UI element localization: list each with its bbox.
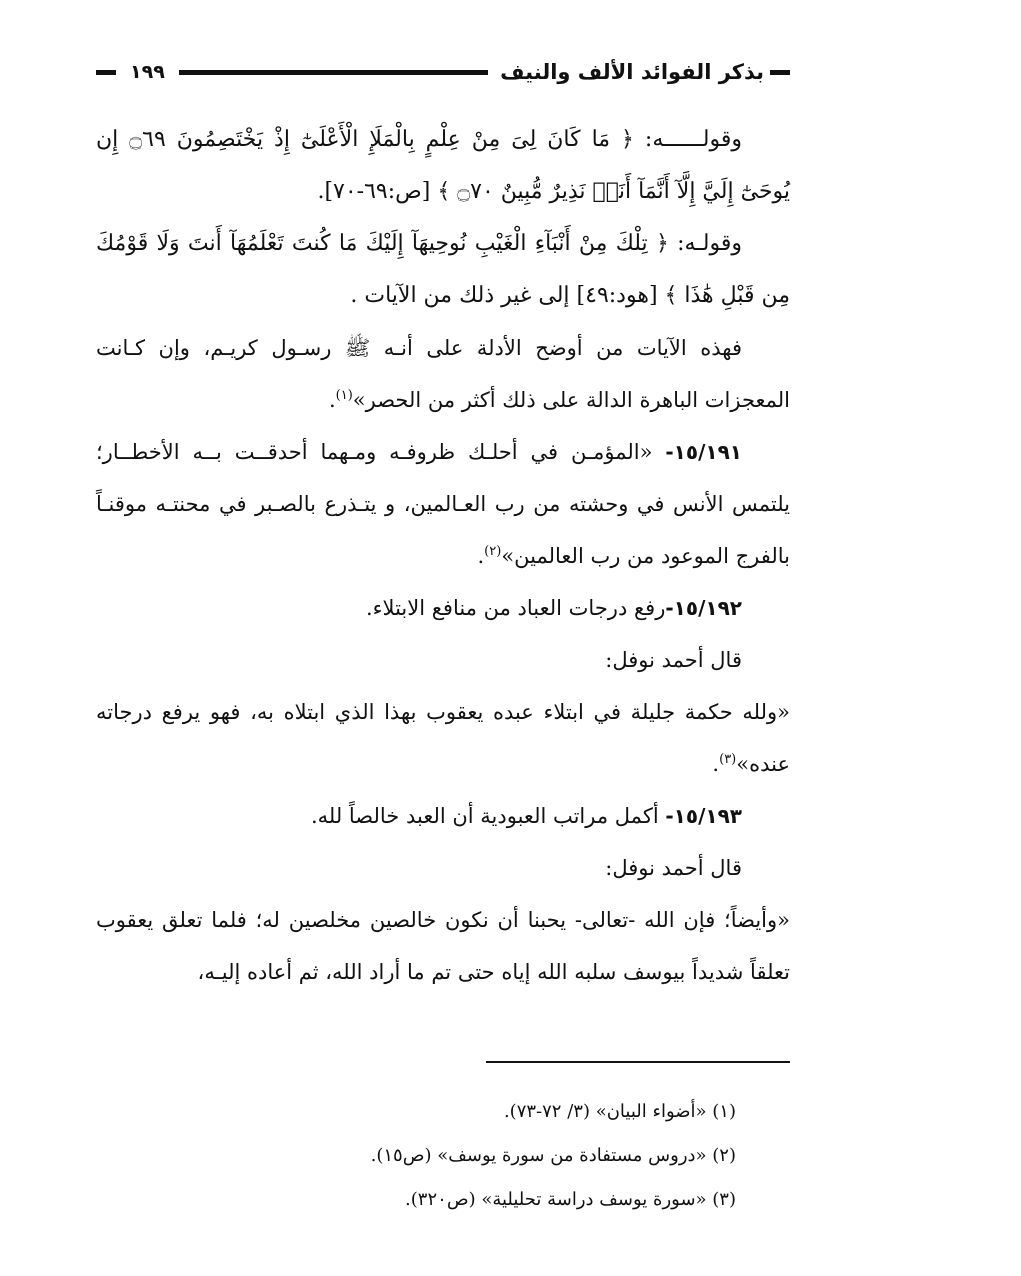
- benefit-number: ١٥/١٩٣-: [665, 804, 742, 828]
- running-header: [96, 52, 790, 92]
- benefit-item-193: [96, 790, 790, 842]
- author-citation: [96, 842, 790, 894]
- footnote-2: (٢) «دروس مستفادة من سورة يوسف» (ص١٥).: [370, 1145, 736, 1166]
- header-rule: [179, 70, 488, 75]
- footnotes: [96, 1090, 736, 1222]
- paragraph-conclusion: فهذه الآيات من أوضح الأدلة على أنـه ﷺ رسـول كريـم، وإن كـانت المعجزات الباهرة الدالة على ذلك أكثر من الحصر»$^{(١)}$.: [96, 336, 790, 412]
- page-number: ١٩٩: [130, 61, 165, 83]
- footnote-3: (٣) «سورة يوسف دراسة تحليلية» (ص٣٢٠).: [405, 1189, 736, 1210]
- benefit-item-192: [96, 582, 790, 634]
- paragraph-text: وقولـه: ﴿ تِلْكَ مِنْ أَنْبَآءِ الْغَيْبِ نُوحِيهَآ إِلَيْكَ مَا كُنتَ تَعْلَمُهَآ أَنتَ وَلَا قَوْمُكَ مِن قَبْلِ هَٰذَا ﴾ [هود:٤٩] إلى غير ذلك من الآيات .: [96, 231, 790, 308]
- header-dash-left: [96, 70, 116, 75]
- footnote-separator: [486, 1061, 790, 1063]
- header-dash-right: [770, 70, 790, 75]
- benefit-text: أكمل مراتب العبودية أن العبد خالصاً لله.: [310, 804, 666, 828]
- citation-text: قال أحمد نوفل:: [605, 648, 742, 672]
- benefit-text: رفع درجات العباد من منافع الابتلاء.: [366, 596, 666, 620]
- quote-text: «ولله حكمة جليلة في ابتلاء عبده يعقوب بهذا الذي ابتلاه به، فهو يرفع درجاته عنده»: [96, 700, 790, 776]
- footnote-marker: (١): [335, 388, 353, 403]
- benefit-number: ١٥/١٩٢-: [665, 596, 742, 620]
- benefit-item-191: ١٥/١٩١- «المؤمـن في أحلـك ظروفـه ومـهما أحدقــت بــه الأخطــار؛ يلتمس الأنس في وحشته من رب العـالمين، و يتـذرع بالصـبر في محنتـه موقنـاً بالفرج الموعود من رب العالمين»$^{(٢)}$.: [96, 440, 790, 568]
- citation-text: قال أحمد نوفل:: [605, 856, 742, 880]
- quote-text: «وأيضاً؛ فإن الله -تعالى- يحبنا أن نكون خالصين مخلصين له؛ فلما تعلق يعقوب تعلقاً شديداً بيوسف سلبه الله إياه حتى تم ما أراد الله، ثم أعاده إليـه،: [96, 908, 790, 984]
- benefit-text: «المؤمـن في أحلـك ظروفـه ومـهما أحدقــت بــه الأخطــار؛ يلتمس الأنس في وحشته من رب العـالمين، و يتـذرع بالصـبر في محنتـه موقنـاً بالفرج الموعود من رب العالمين»: [96, 440, 790, 568]
- paragraph-quran-sad: [96, 114, 790, 218]
- header-title: بذكر الفوائد الألف والنيف: [500, 60, 764, 84]
- paragraph-quran-hud: [96, 218, 790, 322]
- quote-paragraph: «ولله حكمة جليلة في ابتلاء عبده يعقوب بهذا الذي ابتلاه به، فهو يرفع درجاته عنده»$^{(٣)}$.: [96, 700, 790, 776]
- author-citation: [96, 634, 790, 686]
- paragraph-text: فهذه الآيات من أوضح الأدلة على أنـه ﷺ رسـول كريـم، وإن كـانت المعجزات الباهرة الدالة على ذلك أكثر من الحصر»: [96, 336, 790, 412]
- benefit-number: ١٥/١٩١-: [665, 440, 742, 464]
- quote-paragraph: [96, 894, 790, 998]
- footnote-1: (١) «أضواء البيان» (٣/ ٧٢-٧٣).: [503, 1101, 736, 1122]
- footnote-marker: (٣): [719, 752, 737, 767]
- footnote-marker: (٢): [484, 544, 502, 559]
- main-text: [96, 114, 790, 998]
- paragraph-text: وقولــــــه: ﴿ مَا كَانَ لِىَ مِنْ عِلْمٍ بِالْمَلَإِ الْأَعْلَىٰٓ إِذْ يَخْتَصِمُونَ ۝٦٩ إِن يُوحَىٰٓ إِلَيَّ إِلَّآ أَنَّمَآ أَنَا۠ نَذِيرٌ مُّبِينٌ ۝٧٠ ﴾ [ص:٦٩-٧٠].: [96, 127, 790, 204]
